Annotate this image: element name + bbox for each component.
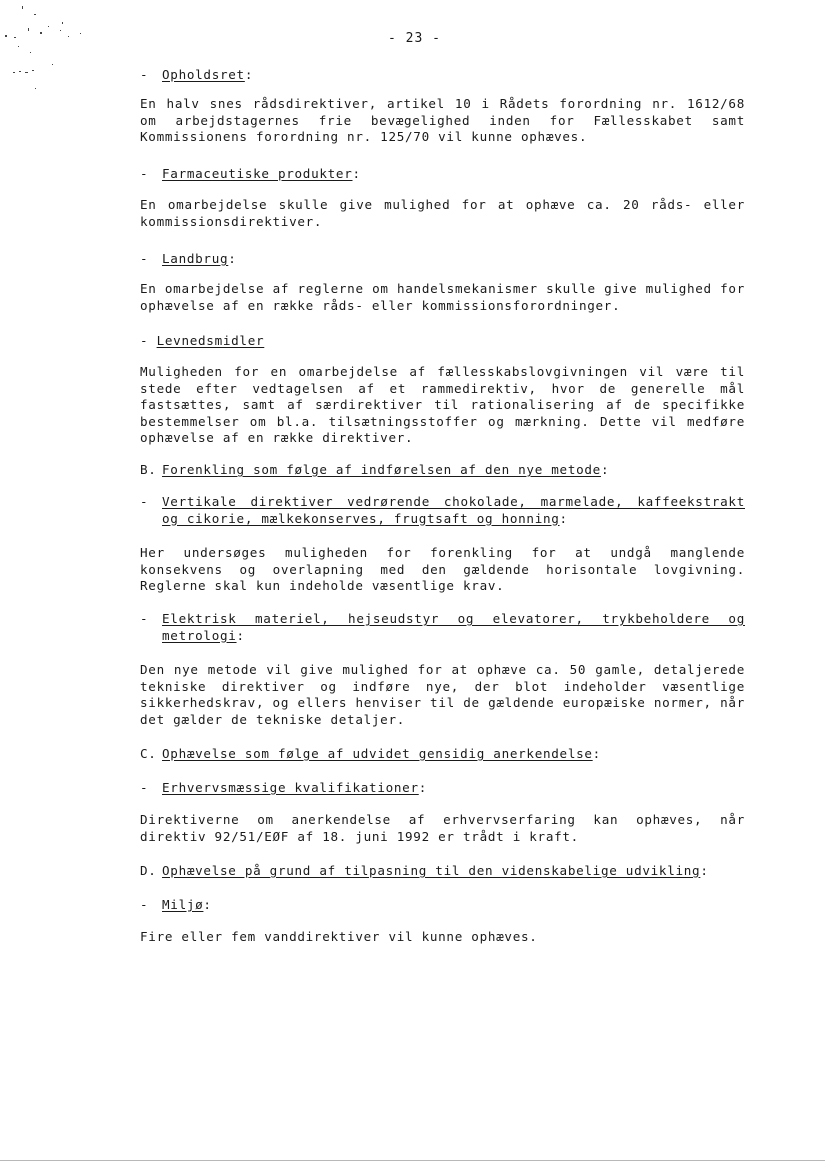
heading-landbrug: Landbrug [162, 251, 229, 266]
heading-forenkling: Forenkling som følge af indførelsen af den nye metode [162, 462, 601, 477]
paragraph-erhverv: Direktiverne om anerkendelse af erhvervserfaring kan ophæves, når direktiv 92/51/EØF af 18. juni 1992 er trådt i kraft. [140, 812, 745, 844]
heading-line-1 [140, 494, 745, 511]
heading-erhvervsmaessige: Erhvervsmæssige kvalifikationer [162, 780, 419, 795]
heading-line-1 [140, 611, 745, 628]
heading-line-2 [140, 628, 745, 645]
heading-line-2 [140, 511, 745, 528]
dash-marker: - [140, 67, 149, 82]
scan-specks [0, 0, 120, 90]
section-b-heading [140, 462, 745, 479]
page-number: - 23 - [388, 31, 441, 46]
heading-colon: : [228, 251, 237, 266]
section-letter-d: D. [140, 863, 157, 878]
heading-levnedsmidler: Levnedsmidler [156, 333, 265, 348]
heading-colon: : [352, 166, 361, 181]
heading-vertikale-line2: og cikorie, mælkekonserves, frugtsaft og honning [162, 510, 560, 526]
heading-miljo: Miljø [162, 897, 204, 912]
dash-marker: - [140, 494, 149, 509]
heading-colon: : [418, 780, 428, 795]
heading-colon: : [592, 746, 601, 761]
section-d-heading [140, 863, 745, 880]
heading-ophaevelse-tilpasning: Ophævelse på grund af tilpasning til den videnskabelige udvikling [162, 863, 701, 878]
section-letter-b: B. [140, 462, 157, 477]
heading-farmaceutiske-produkter: Farmaceutiske produkter [162, 166, 353, 181]
heading-opholdsret: Opholdsret [162, 67, 245, 82]
section-levnedsmidler-heading [140, 333, 745, 350]
dash-marker: - [140, 780, 149, 795]
dash-marker: - [140, 333, 149, 348]
paragraph-farma: En omarbejdelse skulle give mulighed for at ophæve ca. 20 råds- eller kommissionsdirektiver. [140, 197, 745, 229]
section-letter-c: C. [140, 746, 157, 761]
heading-elektrisk-line1: Elektrisk materiel, hejseudstyr og elevatorer, trykbeholdere og [162, 611, 745, 626]
dash-marker: - [140, 611, 149, 626]
heading-vertikale-line1: Vertikale direktiver vedrørende chokolade, marmelade, kaffeekstrakt [162, 494, 745, 509]
section-opholdsret-heading [140, 67, 745, 84]
heading-colon: : [236, 627, 245, 643]
dash-marker: - [140, 897, 149, 912]
paragraph-opholdsret: En halv snes rådsdirektiver, artikel 10 i Rådets forordning nr. 1612/68 om arbejdstagernes frie bevægelighed inden for Fællesskabet samt Kommissionens forordning nr. 125/70 vil kunne ophæves. [140, 96, 745, 145]
paragraph-elektrisk: Den nye metode vil give mulighed for at ophæve ca. 50 gamle, detaljerede tekniske direktiver og indføre nye, der blot indeholder væsentlige sikkerhedskrav, og ellers henviser til de gældende europæiske normer, når det gælder de tekniske detaljer. [140, 662, 745, 727]
dash-marker: - [140, 166, 149, 181]
paragraph-vertikale: Her undersøges muligheden for forenkling for at undgå manglende konsekvens og overlapning med den gældende horisontale lovgivning. Reglerne skal kun indeholde væsentlige krav. [140, 545, 745, 594]
section-vertikale-heading [140, 494, 745, 527]
dash-marker: - [140, 251, 149, 266]
section-elektrisk-heading [140, 611, 745, 644]
heading-colon: : [244, 67, 254, 82]
heading-colon: : [600, 462, 610, 477]
section-farma-heading [140, 166, 745, 183]
section-landbrug-heading [140, 251, 745, 268]
scan-bottom-edge [0, 1160, 825, 1161]
section-erhverv-heading [140, 780, 745, 797]
heading-colon: : [203, 897, 212, 912]
section-c-heading [140, 746, 745, 763]
paragraph-landbrug: En omarbejdelse af reglerne om handelsmekanismer skulle give mulighed for ophævelse af en række råds- eller kommissionsforordninger. [140, 281, 745, 313]
paragraph-miljo: Fire eller fem vanddirektiver vil kunne ophæves. [140, 929, 538, 944]
heading-colon: : [559, 510, 568, 526]
section-miljo-heading [140, 897, 745, 914]
paragraph-levnedsmidler: Muligheden for en omarbejdelse af fællesskabslovgivningen vil være til stede efter vedtagelsen af et rammedirektiv, hvor de generelle mål fastsættes, samt af særdirektiver til rationalisering af de specifikke bestemmelser om bl.a. tilsætningsstoffer og mærkning. Dette vil medføre ophævelse af en række direktiver. [140, 364, 745, 446]
heading-colon: : [700, 863, 709, 878]
heading-elektrisk-line2: metrologi [162, 627, 237, 643]
heading-ophaevelse-anerkendelse: Ophævelse som følge af udvidet gensidig anerkendelse [162, 746, 593, 761]
